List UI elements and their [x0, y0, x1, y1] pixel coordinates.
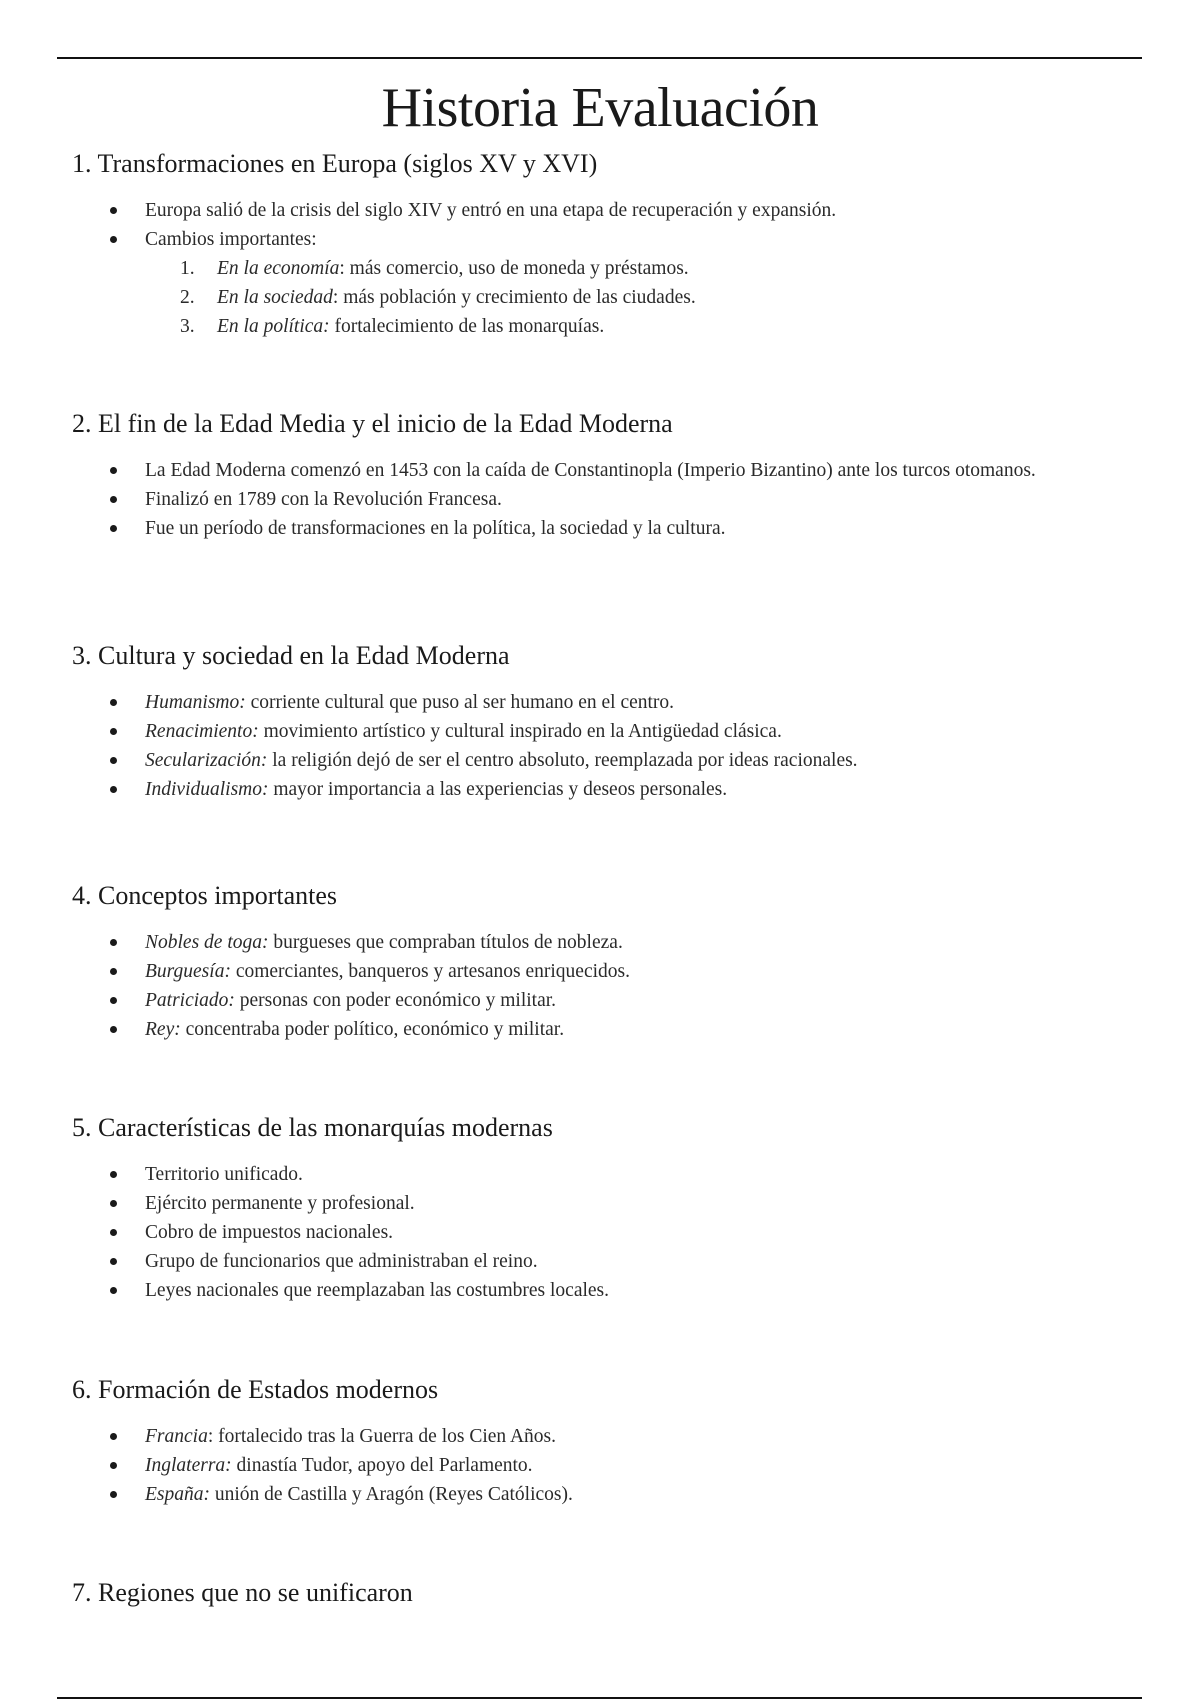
- list-item: Nobles de toga: burgueses que compraban títulos de nobleza.: [72, 928, 1132, 957]
- list-item: Burguesía: comerciantes, banqueros y artesanos enriquecidos.: [72, 957, 1132, 986]
- list-item: Europa salió de la crisis del siglo XIV y entró en una etapa de recuperación y expansión.: [72, 196, 1132, 225]
- list-item: Ejército permanente y profesional.: [72, 1189, 1132, 1218]
- bullet-dot: [110, 786, 117, 793]
- bullet-dot: [110, 1229, 117, 1236]
- section-heading: 3. Cultura y sociedad en la Edad Moderna: [72, 641, 510, 670]
- bullet-dot: [110, 1462, 117, 1469]
- list-item: Secularización: la religión dejó de ser el centro absoluto, reemplazada por ideas racionales.: [72, 746, 1132, 775]
- section-3: [72, 638, 1132, 804]
- list-item: Territorio unificado.: [72, 1160, 1132, 1189]
- bullet-dot: [110, 699, 117, 706]
- bullet-list: [72, 1160, 1132, 1305]
- section-heading: 7. Regiones que no se unificaron: [72, 1578, 413, 1607]
- list-item: Patriciado: personas con poder económico y militar.: [72, 986, 1132, 1015]
- bullet-list: [72, 196, 1132, 254]
- list-item: Grupo de funcionarios que administraban el reino.: [72, 1247, 1132, 1276]
- bottom-rule: [57, 1697, 1142, 1699]
- list-item: Individualismo: mayor importancia a las experiencias y deseos personales.: [72, 775, 1132, 804]
- list-item: Cambios importantes:: [72, 225, 1132, 254]
- bullet-dot: [110, 1200, 117, 1207]
- list-item: Finalizó en 1789 con la Revolución Francesa.: [72, 485, 1132, 514]
- bullet-dot: [110, 997, 117, 1004]
- list-item: Humanismo: corriente cultural que puso al ser humano en el centro.: [72, 688, 1132, 717]
- list-item: Francia: fortalecido tras la Guerra de los Cien Años.: [72, 1422, 1132, 1451]
- bullet-dot: [110, 207, 117, 214]
- section-7: [72, 1575, 1132, 1611]
- bullet-dot: [110, 1258, 117, 1265]
- list-item: Fue un período de transformaciones en la política, la sociedad y la cultura.: [72, 514, 1132, 543]
- bullet-dot: [110, 728, 117, 735]
- sublist-item: 1. En la economía: más comercio, uso de moneda y préstamos.: [180, 258, 689, 279]
- bullet-dot: [110, 1026, 117, 1033]
- section-heading: 1. Transformaciones en Europa (siglos XV y XVI): [72, 149, 598, 178]
- section-6: [72, 1372, 1132, 1509]
- list-item: Inglaterra: dinastía Tudor, apoyo del Parlamento.: [72, 1451, 1132, 1480]
- bullet-dot: [110, 1171, 117, 1178]
- section-heading: 4. Conceptos importantes: [72, 881, 338, 910]
- bullet-list: [72, 1422, 1132, 1509]
- document-title: Historia Evaluación: [381, 77, 819, 139]
- list-item: Renacimiento: movimiento artístico y cultural inspirado en la Antigüedad clásica.: [72, 717, 1132, 746]
- section-1: [72, 146, 1132, 341]
- bullet-dot: [110, 968, 117, 975]
- section-heading: 6. Formación de Estados modernos: [72, 1375, 439, 1404]
- list-item: La Edad Moderna comenzó en 1453 con la caída de Constantinopla (Imperio Bizantino) ante los turcos otomanos.: [72, 456, 1132, 485]
- section-2: [72, 406, 1132, 543]
- bullet-dot: [110, 1491, 117, 1498]
- bullet-dot: [110, 1287, 117, 1294]
- list-item: Leyes nacionales que reemplazaban las costumbres locales.: [72, 1276, 1132, 1305]
- bullet-list: [72, 688, 1132, 804]
- top-rule: [57, 57, 1142, 59]
- sublist-item: 3. En la política: fortalecimiento de las monarquías.: [180, 316, 605, 337]
- sublist-item: 2. En la sociedad: más población y crecimiento de las ciudades.: [180, 287, 696, 308]
- list-item: Rey: concentraba poder político, económico y militar.: [72, 1015, 1132, 1044]
- bullet-dot: [110, 467, 117, 474]
- bullet-dot: [110, 757, 117, 764]
- list-item: Cobro de impuestos nacionales.: [72, 1218, 1132, 1247]
- bullet-dot: [110, 525, 117, 532]
- section-5: [72, 1110, 1132, 1305]
- bullet-dot: [110, 236, 117, 243]
- list-item: España: unión de Castilla y Aragón (Reyes Católicos).: [72, 1480, 1132, 1509]
- section-heading: 2. El fin de la Edad Media y el inicio de la Edad Moderna: [72, 409, 673, 438]
- numbered-sublist: [72, 254, 1132, 341]
- section-4: [72, 878, 1132, 1044]
- bullet-list: [72, 456, 1132, 543]
- bullet-dot: [110, 939, 117, 946]
- bullet-dot: [110, 496, 117, 503]
- bullet-list: [72, 928, 1132, 1044]
- section-heading: 5. Características de las monarquías modernas: [72, 1113, 553, 1142]
- bullet-dot: [110, 1433, 117, 1440]
